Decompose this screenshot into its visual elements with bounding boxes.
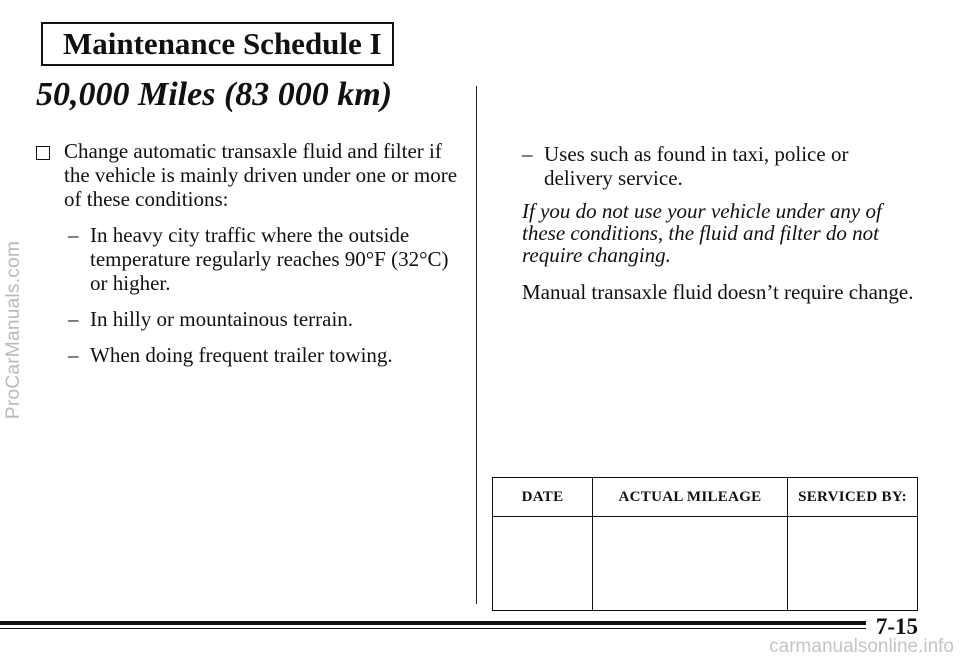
table-row bbox=[493, 517, 918, 611]
condition-text: Uses such as found in taxi, police or delivery service. bbox=[544, 142, 849, 190]
condition-text: In heavy city traffic where the outside temperature regularly reaches 90°F (32°C) or higher. bbox=[90, 223, 449, 295]
dash-icon: – bbox=[68, 307, 79, 331]
side-watermark bbox=[2, 0, 26, 660]
serviced-by-cell[interactable] bbox=[788, 517, 918, 611]
dash-icon: – bbox=[68, 343, 79, 367]
mileage-heading: 50,000 Miles (83 000 km) bbox=[36, 76, 393, 113]
left-column bbox=[36, 139, 466, 367]
right-column bbox=[522, 142, 922, 304]
service-record-table bbox=[492, 477, 918, 611]
table-header-row bbox=[493, 478, 918, 517]
section-title-box bbox=[41, 22, 394, 66]
condition-item bbox=[36, 223, 466, 295]
condition-item bbox=[36, 307, 466, 331]
dash-icon: – bbox=[68, 223, 79, 247]
italic-note: If you do not use your vehicle under any of these conditions, the fluid and filter do not require changing. bbox=[522, 199, 882, 267]
manual-transaxle-note: Manual transaxle fluid doesn’t require change. bbox=[522, 280, 914, 304]
section-title: Maintenance Schedule I bbox=[63, 26, 382, 61]
header-serviced-by: SERVICED BY: bbox=[788, 478, 918, 517]
header-actual-mileage: ACTUAL MILEAGE bbox=[593, 478, 788, 517]
column-divider bbox=[476, 86, 477, 604]
condition-item bbox=[522, 142, 922, 190]
check-item-text: Change automatic transaxle fluid and filter if the vehicle is mainly driven under one or more of these conditions: bbox=[64, 139, 458, 211]
footer-rule bbox=[0, 621, 866, 625]
header-date: DATE bbox=[493, 478, 593, 517]
condition-text: When doing frequent trailer towing. bbox=[90, 343, 393, 367]
dash-icon: – bbox=[522, 142, 533, 166]
footer-rule-thin bbox=[0, 628, 866, 629]
check-item bbox=[36, 139, 466, 211]
condition-text: In hilly or mountainous terrain. bbox=[90, 307, 354, 331]
bottom-watermark: carmanualsonline.info bbox=[769, 636, 954, 657]
date-cell[interactable] bbox=[493, 517, 593, 611]
condition-item bbox=[36, 343, 466, 367]
checkbox-icon[interactable] bbox=[36, 146, 50, 160]
side-watermark-text: ProCarManuals.com bbox=[3, 240, 24, 420]
page-number: 7-15 bbox=[875, 614, 918, 639]
mileage-cell[interactable] bbox=[593, 517, 788, 611]
